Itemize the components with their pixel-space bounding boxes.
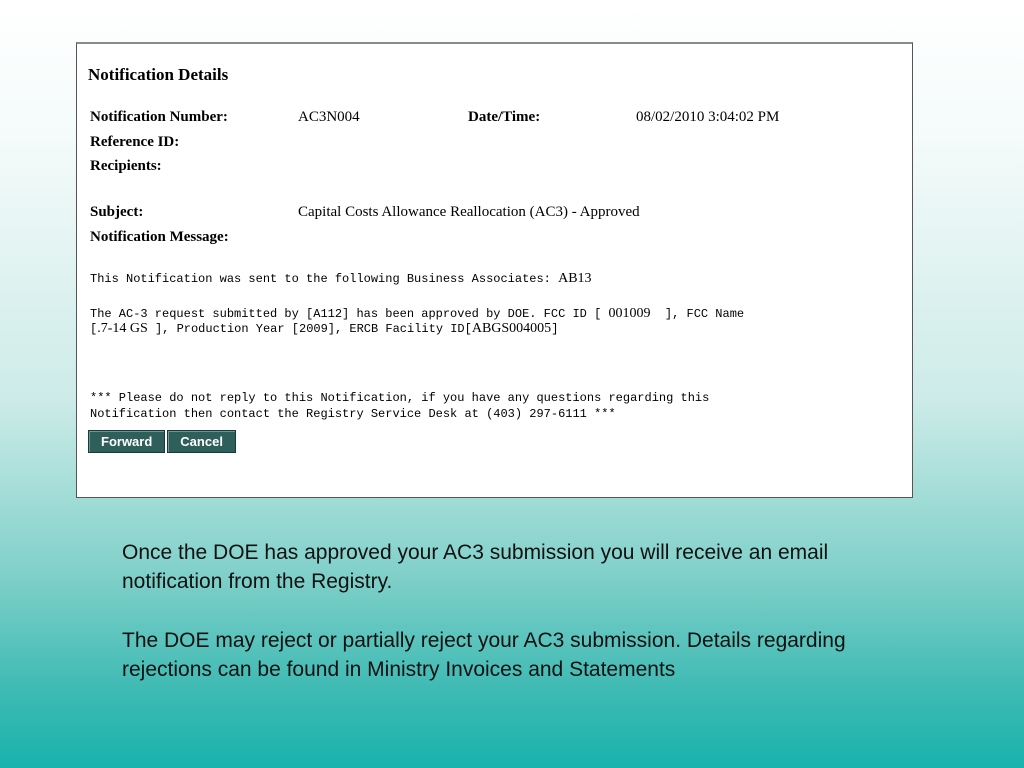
notification-details-panel <box>76 42 913 498</box>
notification-number-label: Notification Number: <box>90 109 228 125</box>
date-time-value: 08/02/2010 3:04:02 PM <box>636 109 780 125</box>
message-recipients-line: This Notification was sent to the following Business Associates: AB13 <box>90 271 592 286</box>
notification-message-label: Notification Message: <box>90 229 229 245</box>
subject-value: Capital Costs Allowance Reallocation (AC3) - Approved <box>298 204 640 220</box>
business-associate-value: AB13 <box>558 271 592 286</box>
fcc-id-value: 001009 <box>608 306 651 321</box>
message-footer-line-1: *** Please do not reply to this Notification, if you have any questions regarding this <box>90 391 710 405</box>
message-body-line-1: The AC-3 request submitted by [A112] has been approved by DOE. FCC ID [ 001009 ], FCC Name <box>90 306 745 321</box>
message-body-line-2: [.7-14 GS ], Production Year [2009], ERCB Facility ID[ABGS004005] <box>90 321 559 336</box>
date-time-label: Date/Time: <box>468 109 541 125</box>
reference-id-label: Reference ID: <box>90 134 180 150</box>
ercb-facility-id-value: ABGS004005 <box>471 321 552 336</box>
recipients-label: Recipients: <box>90 158 162 174</box>
caption-paragraph-1: Once the DOE has approved your AC3 submission you will receive an email notification from the Registry. <box>122 541 829 593</box>
panel-title: Notification Details <box>88 65 229 84</box>
forward-button[interactable]: Forward <box>88 430 165 453</box>
notification-number-value: AC3N004 <box>298 109 360 125</box>
cancel-button[interactable]: Cancel <box>167 430 236 453</box>
fcc-name-value: .7-14 GS <box>97 321 148 336</box>
subject-label: Subject: <box>90 204 144 220</box>
caption-paragraph-2: The DOE may reject or partially reject your AC3 submission. Details regarding rejections can be found in Ministry Invoices and Statements <box>122 629 846 681</box>
button-row <box>88 430 236 453</box>
message-footer-line-2: Notification then contact the Registry Service Desk at (403) 297-6111 *** <box>90 407 616 421</box>
